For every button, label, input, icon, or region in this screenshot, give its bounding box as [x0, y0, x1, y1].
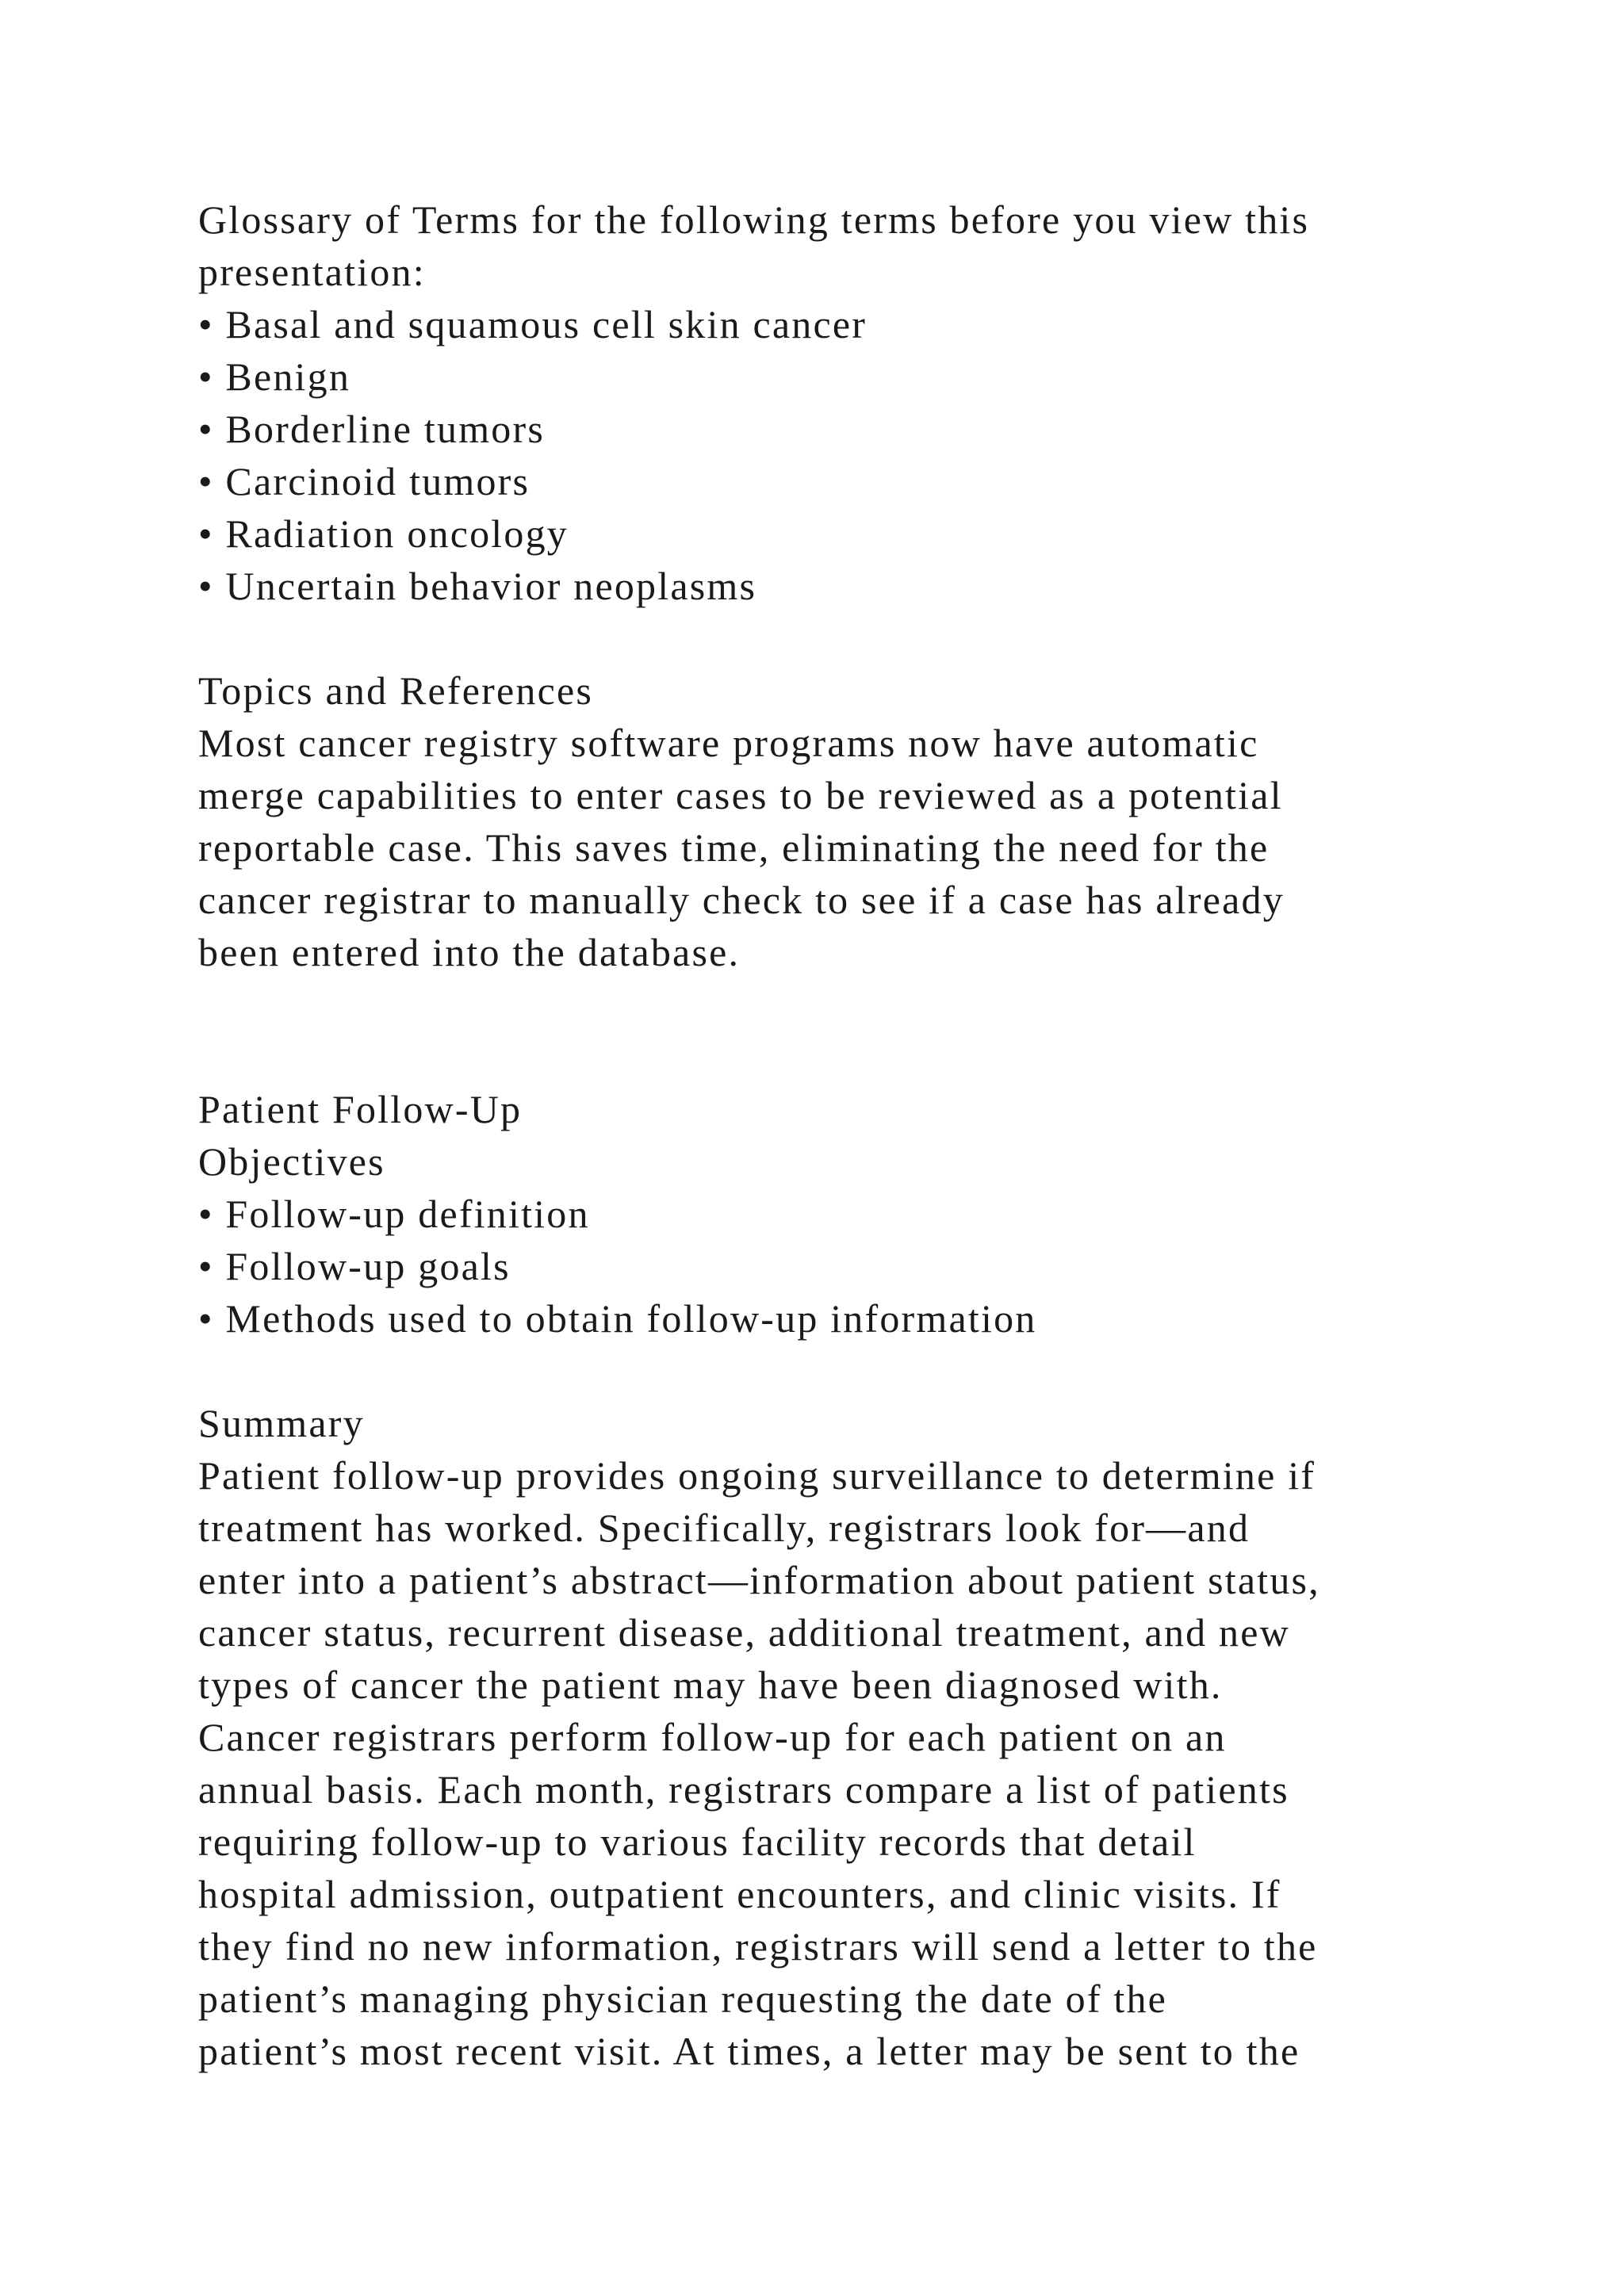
glossary-intro-line-1: Glossary of Terms for the following terms before you view this [198, 197, 1310, 242]
summary-paragraph-line: requiring follow-up to various facility records that detail [198, 1820, 1197, 1864]
topics-paragraph-line: cancer registrar to manually check to see if a case has already [198, 878, 1285, 922]
summary-paragraph-line: Cancer registrars perform follow-up for each patient on an [198, 1715, 1227, 1759]
glossary-intro-line-2: presentation: [198, 250, 426, 294]
objectives-list-item: • Methods used to obtain follow-up information [198, 1296, 1037, 1341]
summary-paragraph-line: they find no new information, registrars will send a letter to the [198, 1924, 1318, 1969]
glossary-list-item: • Uncertain behavior neoplasms [198, 564, 757, 608]
summary-paragraph-line: patient’s managing physician requesting the date of the [198, 1976, 1168, 2021]
paragraph-spacer [198, 1031, 1467, 1083]
paragraph-spacer [198, 978, 1467, 1031]
objectives-list-item: • Follow-up definition [198, 1192, 590, 1236]
topics-paragraph-line: merge capabilities to enter cases to be reviewed as a potential [198, 773, 1283, 817]
summary-paragraph-line: annual basis. Each month, registrars compare a list of patients [198, 1767, 1289, 1812]
summary-paragraph-line: types of cancer the patient may have been diagnosed with. [198, 1663, 1223, 1707]
paragraph-spacer [198, 612, 1467, 664]
summary-paragraph-line: hospital admission, outpatient encounters, and clinic visits. If [198, 1872, 1281, 1916]
summary-paragraph-line: treatment has worked. Specifically, registrars look for—and [198, 1506, 1251, 1550]
objectives-list-item: • Follow-up goals [198, 1244, 511, 1288]
glossary-list-item: • Carcinoid tumors [198, 459, 530, 503]
glossary-list-item: • Borderline tumors [198, 407, 546, 451]
summary-paragraph-line: Patient follow-up provides ongoing surveillance to determine if [198, 1453, 1316, 1498]
topics-paragraph-line: been entered into the database. [198, 930, 741, 974]
summary-paragraph-line: enter into a patient’s abstract—information about patient status, [198, 1558, 1320, 1602]
summary-paragraph-line: patient’s most recent visit. At times, a letter may be sent to the [198, 2029, 1300, 2073]
summary-paragraph-line: cancer status, recurrent disease, additional treatment, and new [198, 1610, 1290, 1655]
document-body [198, 193, 1467, 2077]
glossary-list-item: • Basal and squamous cell skin cancer [198, 302, 868, 346]
summary-heading: Summary [198, 1401, 365, 1445]
glossary-list-item: • Benign [198, 354, 351, 399]
objectives-heading: Objectives [198, 1139, 385, 1184]
topics-heading: Topics and References [198, 668, 594, 713]
topics-paragraph-line: reportable case. This saves time, eliminating the need for the [198, 825, 1270, 870]
followup-heading: Patient Follow-Up [198, 1087, 523, 1131]
glossary-list-item: • Radiation oncology [198, 511, 569, 556]
topics-paragraph-line: Most cancer registry software programs now have automatic [198, 721, 1259, 765]
paragraph-spacer [198, 1345, 1467, 1397]
